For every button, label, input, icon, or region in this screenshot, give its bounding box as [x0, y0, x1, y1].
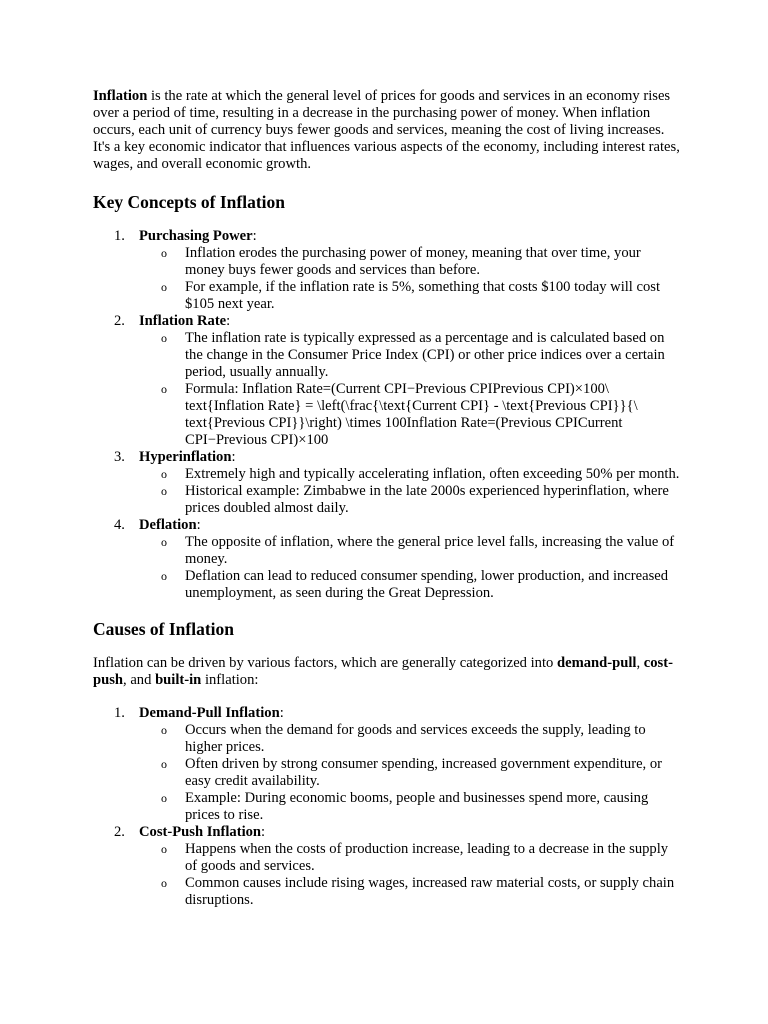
item-title: Purchasing Power — [139, 228, 253, 244]
item-title: Inflation Rate — [139, 313, 227, 329]
bullet-item — [139, 279, 683, 313]
item-title: Demand-Pull Inflation — [139, 705, 280, 721]
causes-term-demand-pull: demand-pull — [556, 655, 637, 671]
numbered-item — [93, 228, 683, 313]
document-body — [93, 88, 683, 909]
bullet-text: Formula: Inflation Rate=(Current CPI−Previous CPIPrevious CPI)×100\ text{Inflation Rate} = \left(\frac{\text{Current CPI} - \text{Previous CPI}}{\ text{Previous CPI}}\right) \times 100Inflation Rate=(Previous CPICurrent CPI−Previous CPI)×100 — [185, 381, 638, 448]
bullet-item — [139, 756, 683, 790]
bullet-list — [139, 722, 683, 824]
bullet-marker: o — [161, 757, 167, 771]
bullet-marker: o — [161, 569, 167, 583]
intro-term: Inflation — [93, 88, 148, 104]
bullet-item — [139, 841, 683, 875]
item-title: Deflation — [139, 517, 197, 533]
bullet-marker: o — [161, 246, 167, 260]
bullet-item — [139, 483, 683, 517]
numbered-item — [93, 705, 683, 824]
bullet-text: Often driven by strong consumer spending, increased government expenditure, or easy credit availability. — [185, 756, 662, 789]
bullet-text: Extremely high and typically accelerating inflation, often exceeding 50% per month. — [185, 466, 680, 482]
bullet-item — [139, 722, 683, 756]
bullet-item — [139, 381, 683, 449]
bullet-text: Occurs when the demand for goods and services exceeds the supply, leading to higher prices. — [185, 722, 646, 755]
bullet-item — [139, 534, 683, 568]
bullet-marker: o — [161, 723, 167, 737]
item-title: Hyperinflation — [139, 449, 232, 465]
bullet-text: Deflation can lead to reduced consumer spending, lower production, and increased unemployment, as seen during the Great Depression. — [185, 568, 669, 601]
bullet-item — [139, 466, 683, 483]
bullet-text: The opposite of inflation, where the general price level falls, increasing the value of money. — [185, 534, 675, 567]
causes-intro-text: , — [636, 655, 644, 671]
numbered-item — [93, 449, 683, 517]
causes-intro — [93, 655, 683, 689]
bullet-marker: o — [161, 382, 167, 396]
bullet-marker: o — [161, 280, 167, 294]
causes-heading: Causes of Inflation — [93, 619, 234, 639]
bullet-item — [139, 245, 683, 279]
bullet-list — [139, 330, 683, 449]
intro-paragraph — [93, 88, 683, 173]
item-colon: : — [279, 705, 284, 721]
numbered-item — [93, 824, 683, 909]
causes-list — [93, 705, 683, 909]
bullet-marker: o — [161, 842, 167, 856]
item-colon: : — [261, 824, 266, 840]
bullet-marker: o — [161, 876, 167, 890]
bullet-text: The inflation rate is typically expressed as a percentage and is calculated based on the change in the Consumer Price Index (CPI) or other price indices over a certain period, usually annually. — [185, 330, 665, 380]
item-colon: : — [231, 449, 236, 465]
item-number: 1. — [114, 228, 125, 244]
item-colon: : — [226, 313, 231, 329]
causes-intro-text: inflation: — [201, 672, 259, 688]
bullet-item — [139, 875, 683, 909]
item-number: 4. — [114, 517, 125, 533]
item-number: 2. — [114, 824, 125, 840]
item-title: Cost-Push Inflation — [139, 824, 262, 840]
item-number: 3. — [114, 449, 125, 465]
causes-intro-text: , and — [123, 672, 156, 688]
key-concepts-heading: Key Concepts of Inflation — [93, 192, 286, 212]
bullet-marker: o — [161, 484, 167, 498]
item-number: 2. — [114, 313, 125, 329]
bullet-list — [139, 841, 683, 909]
bullet-list — [139, 534, 683, 602]
causes-term-cost-push: cost-push — [93, 655, 673, 688]
bullet-text: Historical example: Zimbabwe in the late 2000s experienced hyperinflation, where prices doubled almost daily. — [185, 483, 669, 516]
bullet-list — [139, 466, 683, 517]
bullet-item — [139, 790, 683, 824]
bullet-marker: o — [161, 467, 167, 481]
bullet-text: Inflation erodes the purchasing power of money, meaning that over time, your money buys fewer goods and services than before. — [185, 245, 641, 278]
bullet-text: Example: During economic booms, people and businesses spend more, causing prices to rise. — [185, 790, 649, 823]
intro-text: is the rate at which the general level of prices for goods and services in an economy rises over a period of time, resulting in a decrease in the purchasing power of money. When inflation occurs, each unit of currency buys fewer goods and services, meaning the cost of living increases. It's a key economic indicator that influences various aspects of the economy, including interest rates, wages, and overall economic growth. — [93, 88, 680, 172]
numbered-item — [93, 313, 683, 449]
bullet-marker: o — [161, 791, 167, 805]
bullet-item — [139, 330, 683, 381]
numbered-item — [93, 517, 683, 602]
bullet-text: Happens when the costs of production increase, leading to a decrease in the supply of goods and services. — [185, 841, 669, 874]
item-number: 1. — [114, 705, 125, 721]
bullet-text: Common causes include rising wages, increased raw material costs, or supply chain disruptions. — [185, 875, 675, 908]
item-colon: : — [252, 228, 257, 244]
item-colon: : — [196, 517, 201, 533]
bullet-list — [139, 245, 683, 313]
bullet-text: For example, if the inflation rate is 5%, something that costs $100 today will cost $105 next year. — [185, 279, 661, 312]
bullet-item — [139, 568, 683, 602]
causes-intro-text: Inflation can be driven by various factors, which are generally categorized into — [93, 655, 557, 671]
causes-term-built-in: built-in — [155, 672, 202, 688]
key-concepts-list — [93, 228, 683, 602]
bullet-marker: o — [161, 331, 167, 345]
bullet-marker: o — [161, 535, 167, 549]
